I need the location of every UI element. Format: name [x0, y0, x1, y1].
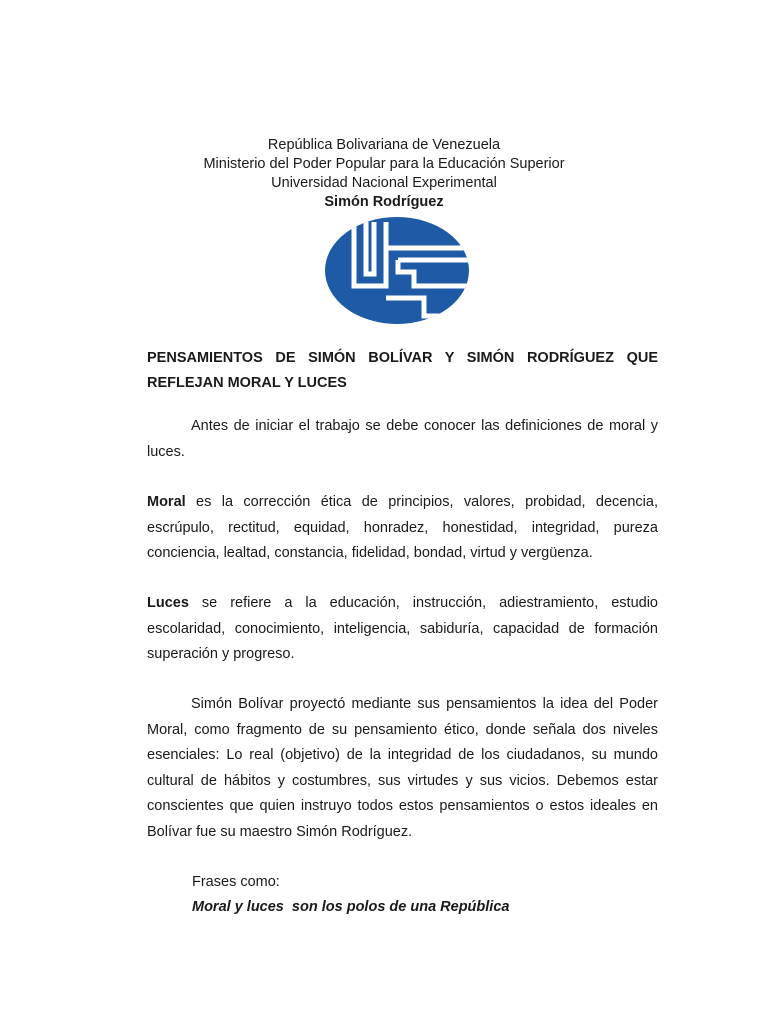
quote-text: Moral y luces son los polos de una República: [192, 899, 510, 915]
header-university-name: Simón Rodríguez: [324, 194, 444, 210]
header-ministry: Ministerio del Poder Popular para la Educación Superior: [203, 156, 565, 172]
frases-label: Frases como:: [192, 874, 280, 890]
title-line-2: REFLEJAN MORAL Y LUCES: [147, 375, 347, 391]
intro-paragraph: [147, 414, 658, 465]
header-country: República Bolivariana de Venezuela: [267, 137, 501, 153]
luces-definition: [147, 591, 658, 668]
intro-text: Antes de iniciar el trabajo se debe conocer las definiciones de moral y luces.: [147, 418, 658, 460]
bolivar-text: Simón Bolívar proyectó mediante sus pensamientos la idea del Poder Moral, como fragmento de su pensamiento ético, donde señala dos niveles esenciales: Lo real (objetivo) de la integridad de los ciudadanos, su mundo cultural de hábitos y costumbres, sus virtudes y sus vicios. Debemos estar conscientes que quien instruyo todos estos pensamientos o estos ideales en Bolívar fue su maestro Simón Rodríguez.: [147, 696, 658, 840]
unesr-logo-icon: [324, 216, 470, 325]
moral-paragraph: [147, 490, 658, 567]
bolivar-paragraph: [147, 692, 658, 845]
institution-header: [0, 136, 768, 212]
moral-term: Moral: [147, 494, 186, 510]
header-university: Universidad Nacional Experimental: [271, 175, 497, 191]
moral-definition: [147, 490, 658, 567]
document-title: [147, 346, 658, 396]
luces-term: Luces: [147, 595, 189, 611]
title-line-1: PENSAMIENTOS DE SIMÓN BOLÍVAR Y SIMÓN RODRÍGUEZ QUE: [147, 350, 658, 366]
luces-text: se refiere a la educación, instrucción, adiestramiento, estudio escolaridad, conocimiento, inteligencia, sabiduría, capacidad de formación superación y progreso.: [147, 595, 658, 662]
moral-text: es la corrección ética de principios, valores, probidad, decencia, escrúpulo, rectitud, equidad, honradez, honestidad, integridad, pureza conciencia, lealtad, constancia, fidelidad, bondad, virtud y vergüenza.: [147, 494, 658, 561]
luces-paragraph: [147, 591, 658, 668]
